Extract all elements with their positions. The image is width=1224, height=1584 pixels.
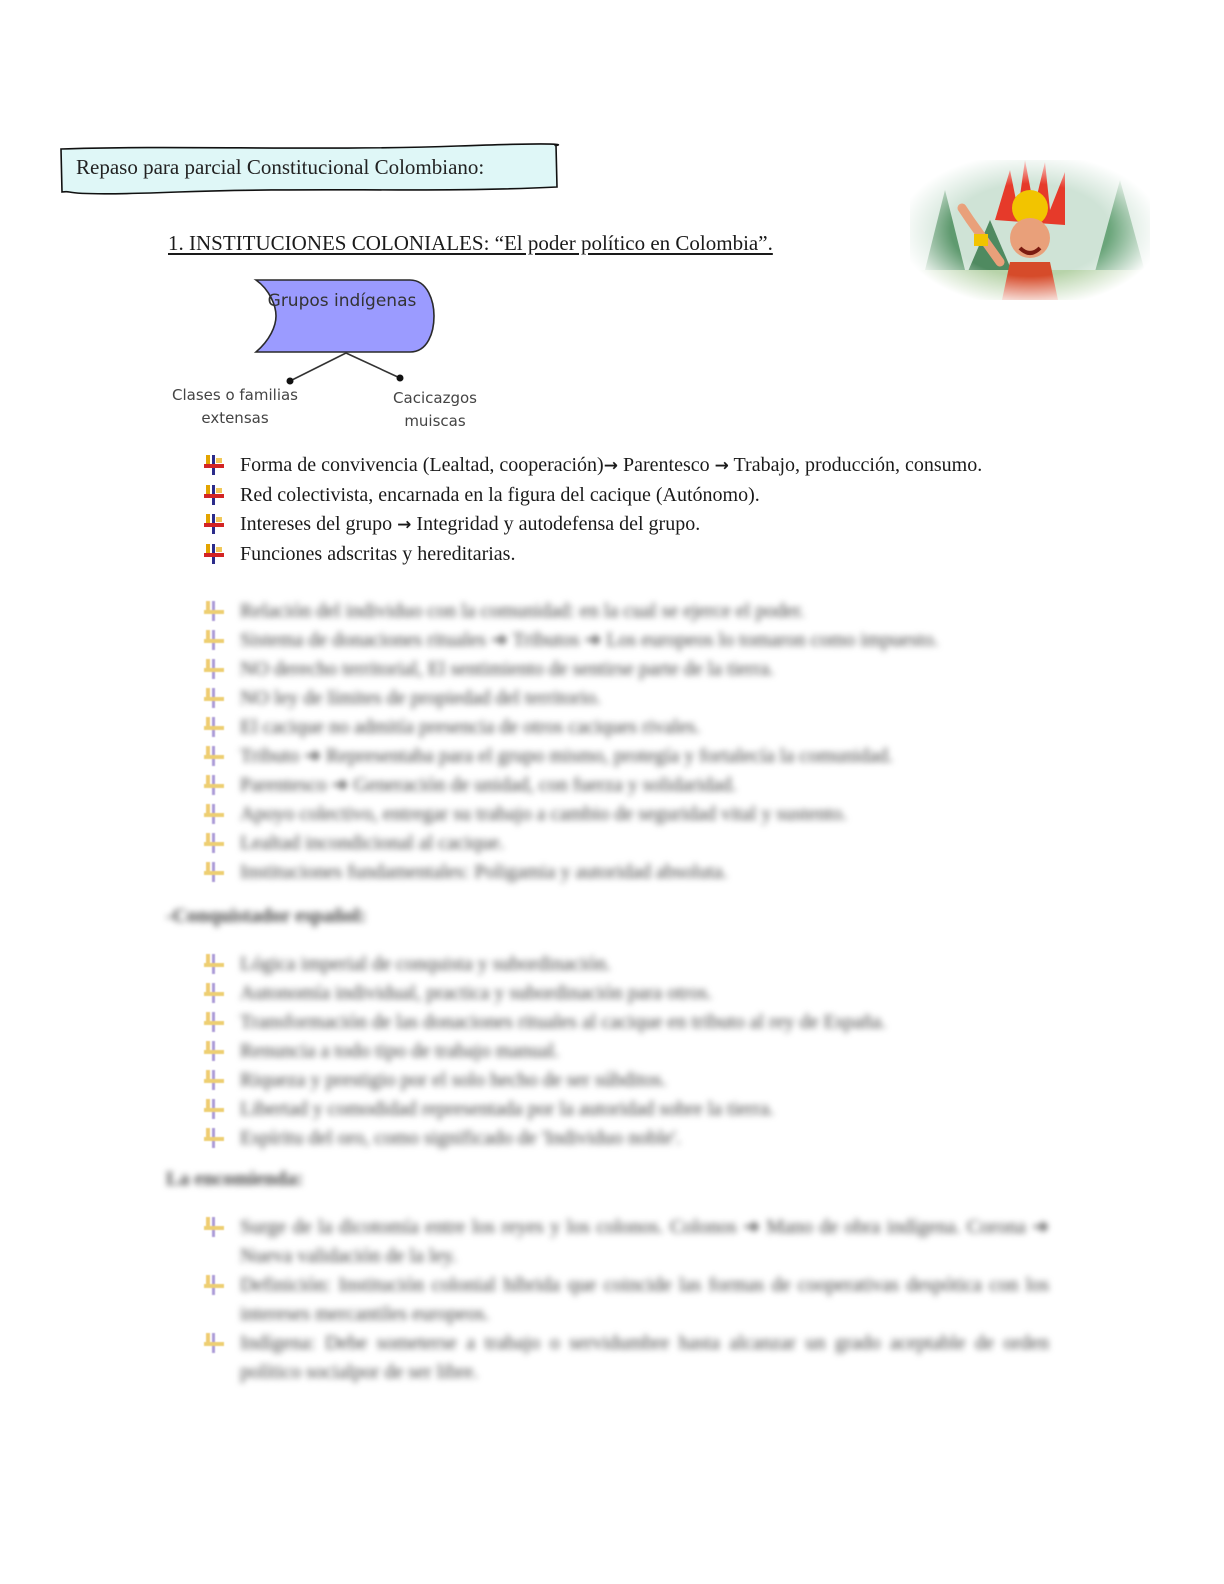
subheading-encomienda: La encomienda: — [166, 1168, 304, 1190]
cross-bullet-icon — [204, 1217, 224, 1237]
diagram-child-node: Cacicazgos muiscas — [393, 389, 477, 430]
list-item: NO ley de límites de propiedad del territorio. — [204, 684, 1049, 713]
list-item: Riqueza y prestigio por el solo hecho de ser súbditos. — [204, 1066, 1049, 1095]
bullet-list-visible — [204, 451, 1049, 569]
cross-bullet-icon — [204, 688, 224, 708]
cross-bullet-icon — [204, 1275, 224, 1295]
cross-bullet-icon — [204, 455, 224, 475]
cross-bullet-icon — [204, 1012, 224, 1032]
list-item: Instituciones fundamentales: Poligamia y autoridad absoluta. — [204, 858, 1049, 887]
banner-title: Repaso para parcial Constitucional Colombiano: — [76, 155, 485, 179]
cross-bullet-icon — [204, 1099, 224, 1119]
cross-bullet-icon — [204, 659, 224, 679]
cross-bullet-icon — [204, 804, 224, 824]
cross-bullet-icon — [204, 1128, 224, 1148]
list-item: Autonomía individual, practica y subordinación para otros. — [204, 979, 1049, 1008]
list-item: Apoyo colectivo, entregar su trabajo a cambio de seguridad vital y sustento. — [204, 800, 1049, 829]
cross-bullet-icon — [204, 746, 224, 766]
cross-bullet-icon — [204, 630, 224, 650]
cross-bullet-icon — [204, 1070, 224, 1090]
cross-bullet-icon — [204, 1041, 224, 1061]
bullet-list-blurred-3 — [204, 1213, 1049, 1387]
list-item: Lealtad incondicional al cacique. — [204, 829, 1049, 858]
list-item: Relación del individuo con la comunidad: en la cual se ejerce el poder. — [204, 597, 1049, 626]
list-item: Forma de convivencia (Lealtad, cooperación)→ Parentesco → Trabajo, producción, consumo. — [204, 451, 1049, 481]
list-item: Funciones adscritas y hereditarias. — [204, 540, 1049, 569]
hierarchy-diagram — [160, 270, 500, 440]
list-item: Tributo ➜ Representaba para el grupo mismo, protegía y fortalecía la comunidad. — [204, 742, 1049, 771]
list-item: Sistema de donaciones rituales ➜ Tributos ➜ Los europeos lo tomaron como impuesto. — [204, 626, 1049, 655]
aztec-warrior-illustration — [900, 150, 1162, 310]
bullet-list-blurred-1 — [204, 597, 1049, 887]
list-item: Libertad y comodidad representada por la autoridad sobre la tierra. — [204, 1095, 1049, 1124]
list-item: Red colectivista, encarnada en la figura del cacique (Autónomo). — [204, 481, 1049, 510]
cross-bullet-icon — [204, 717, 224, 737]
list-item: Intereses del grupo → Integridad y autodefensa del grupo. — [204, 510, 1049, 540]
list-item: Indígena: Debe someterse a trabajo o servidumbre hasta alcanzar un grado aceptable de orden político socialpor de ser libre. — [204, 1329, 1049, 1387]
list-item: Renuncia a todo tipo de trabajo manual. — [204, 1037, 1049, 1066]
cross-bullet-icon — [204, 954, 224, 974]
diagram-main-node: Grupos indígenas — [267, 291, 417, 311]
cross-bullet-icon — [204, 544, 224, 564]
list-item: Transformación de las donaciones rituales al cacique en tributo al rey de España. — [204, 1008, 1049, 1037]
cross-bullet-icon — [204, 1333, 224, 1353]
bullet-list-blurred-2 — [204, 950, 1049, 1153]
list-item: Parentesco ➜ Generación de unidad, con fuerza y solidaridad. — [204, 771, 1049, 800]
cross-bullet-icon — [204, 983, 224, 1003]
cross-bullet-icon — [204, 862, 224, 882]
cross-bullet-icon — [204, 775, 224, 795]
list-item: NO derecho territorial, El sentimiento de sentirse parte de la tierra. — [204, 655, 1049, 684]
cross-bullet-icon — [204, 485, 224, 505]
diagram-child-node: Clases o familias extensas — [172, 386, 298, 427]
section-title: 1. INSTITUCIONES COLONIALES: “El poder político en Colombia”. — [168, 231, 773, 255]
subheading-conquistador: -Conquistador español: — [166, 905, 367, 927]
list-item: Surge de la dicotomía entre los reyes y los colonos. Colonos ➜ Mano de obra indígena. Corona ➜ Nueva validación de la ley. — [204, 1213, 1049, 1271]
list-item: El cacique no admitía presencia de otros caciques rivales. — [204, 713, 1049, 742]
cross-bullet-icon — [204, 601, 224, 621]
cross-bullet-icon — [204, 514, 224, 534]
list-item: Lógica imperial de conquista y subordinación. — [204, 950, 1049, 979]
list-item: Espíritu del oro, como significado de 'Individuo noble'. — [204, 1124, 1049, 1153]
cross-bullet-icon — [204, 833, 224, 853]
list-item: Definición: Institución colonial híbrida que coincide las formas de cooperativas despótica con los intereses mercantiles europeos. — [204, 1271, 1049, 1329]
title-banner — [58, 143, 560, 195]
